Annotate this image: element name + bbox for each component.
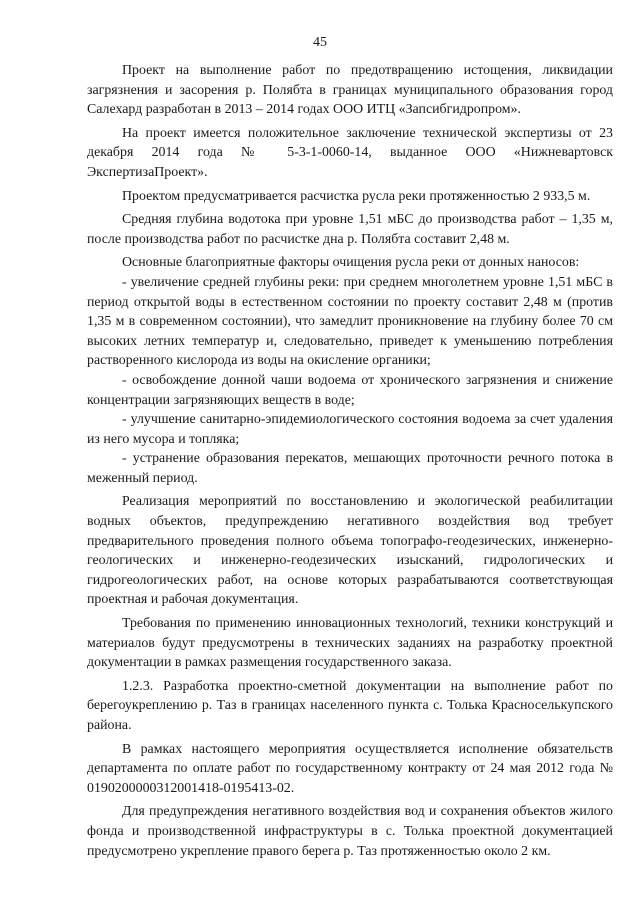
paragraph-factors-intro: Основные благоприятные факторы очищения русла реки от донных наносов: [122,255,580,271]
paragraph-cleaning-length: Проектом предусматривается расчистка русла реки протяженностью 2 933,5 м. [122,188,591,204]
list-item-pollution-release: - освобождение донной чаши водоема от хронического загрязнения и снижение концентрации загрязняющих веществ в воде; [87,372,613,408]
paragraph-average-depth: Средняя глубина водотока при уровне 1,51 мБС до производства работ – 1,35 м, после производства работ по расчистке дна р. Полябта составит 2,48 м. [87,212,613,247]
paragraph-contract-obligations: В рамках настоящего мероприятия осуществляется исполнение обязательств департамента по оплате работ по государственному контракту от 24 мая 2012 года № 0190200000312001418-0195413-02. [87,741,613,796]
list-item-rifts-removal: - устранение образования перекатов, мешающих проточности речного потока в меженный период. [87,451,613,486]
list-item-depth-increase: - увеличение средней глубины реки: при среднем многолетнем уровне 1,51 мБС в период открытой воды в естественном состоянии по проекту составит 2,48 м (против 1,35 м в современном состоянии), что замедлит проникновение на глубину более 70 см высоких летних температур и, следовательно, приведет к уменьшению потребления растворенного кислорода из воды на окисление органики; [87,274,613,369]
paragraph-expert-conclusion: На проект имеется положительное заключение технической экспертизы от 23 декабря 2014 года № 5-3-1-0060-14, выданное ООО «Нижневартовск ЭкспертизаПроект». [87,125,613,180]
document-body [87,61,613,865]
paragraph-rehabilitation: Реализация мероприятий по восстановлению и экологической реабилитации водных объектов, предупреждению негативного воздействия вод требует предварительного проведения полного объема топографо-геодезических, инженерно-геологических и инженерно-геодезических изысканий, гидрологических и гидрогеологических работ, на основе которых разрабатываются соответствующая проектная и рабочая документация. [87,494,613,608]
list-item-sanitary-improvement: - улучшение санитарно-эпидемиологического состояния водоема за счет удаления из него мусора и топляка; [87,412,613,447]
page-number: 45 [313,35,327,50]
paragraph-project-description: Проект на выполнение работ по предотвращению истощения, ликвидации загрязнения и засорения р. Полябта в границах муниципального образования город Салехард разработан в 2013 – 2014 годах ООО ИТЦ «Запсибгидропром». [87,63,613,118]
paragraph-innovation-requirements: Требования по применению инновационных технологий, техники конструкций и материалов будут предусмотрены в технических заданиях на разработку проектной документации в рамках размещения государственного заказа. [87,616,613,671]
paragraph-bank-protection: Для предупреждения негативного воздействия вод и сохранения объектов жилого фонда и производственной инфраструктуры в с. Толька проектной документацией предусмотрено укрепление правого берега р. Таз протяженностью около 2 км. [87,804,613,859]
section-heading-1-2-3: 1.2.3. Разработка проектно-сметной документации на выполнение работ по берегоукреплению р. Таз в границах населенного пункта с. Толька Красноселькупского района. [87,678,613,733]
